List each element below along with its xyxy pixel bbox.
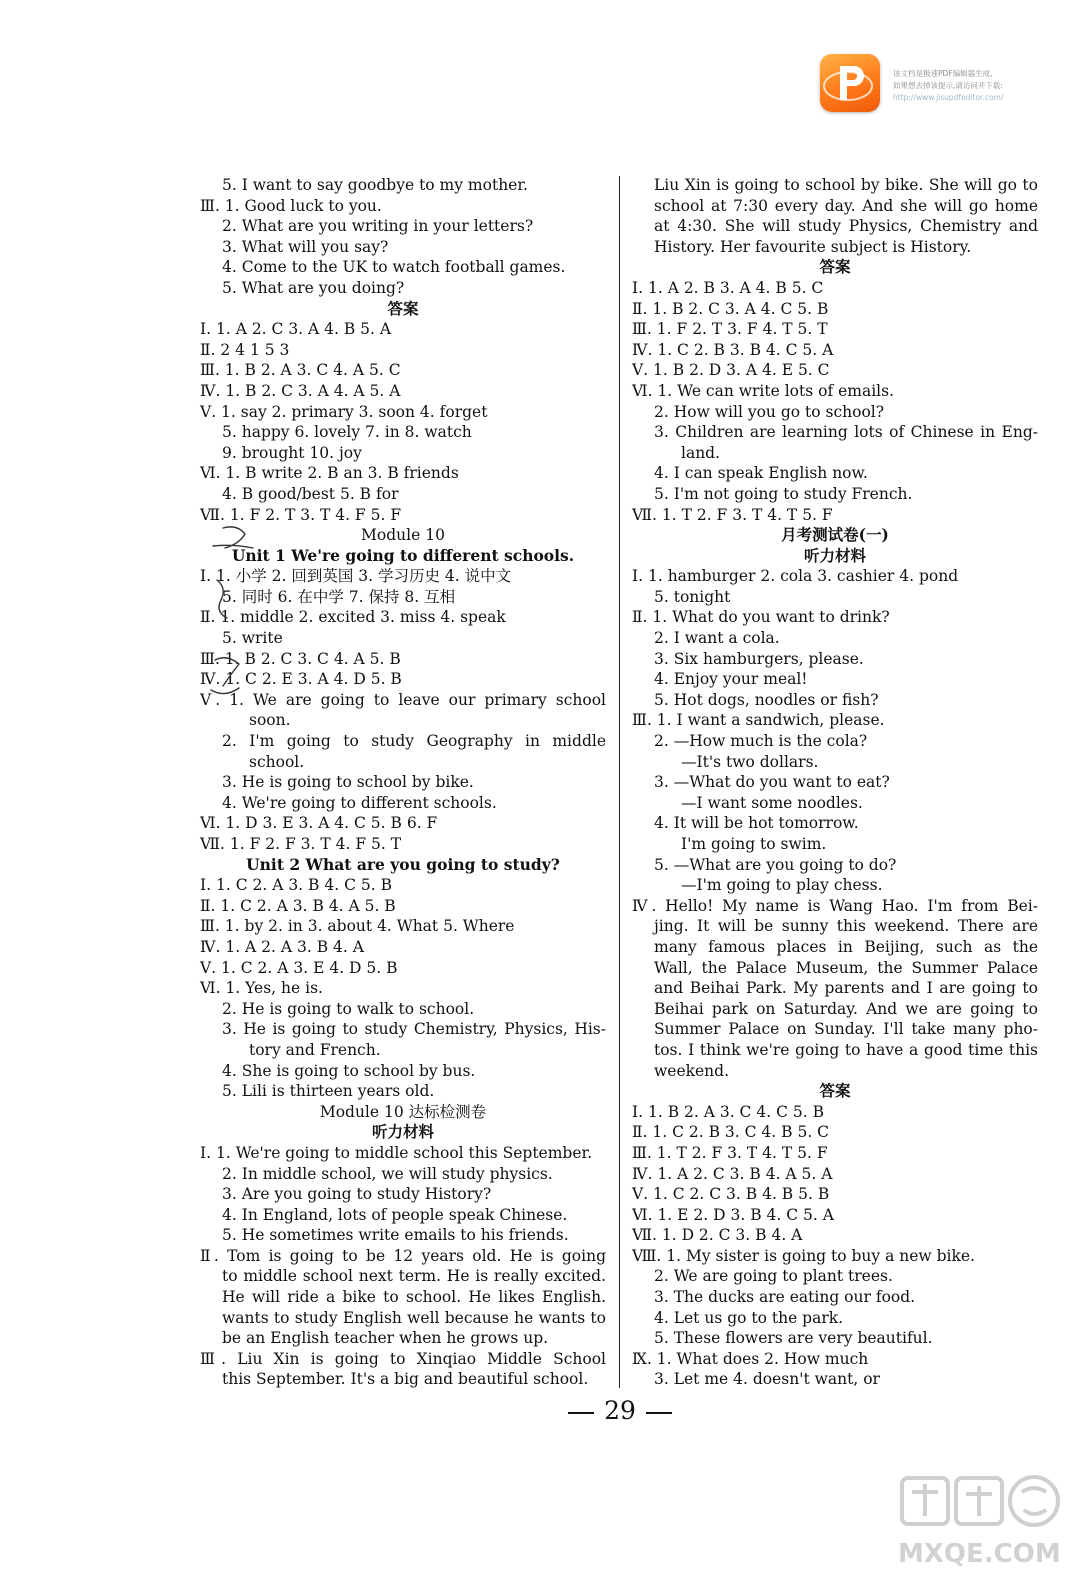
left-column-line: 5. happy 6. lovely 7. in 8. watch	[222, 423, 472, 442]
right-column-line: 月考测试卷(一)	[781, 525, 889, 545]
left-column-line: 5. I want to say goodbye to my mother.	[222, 176, 528, 194]
right-column-line: 5. I'm not going to study French.	[654, 484, 913, 503]
right-column	[632, 175, 1038, 1390]
right-column-line: Ⅶ. 1. D 2. C 3. B 4. A	[632, 1226, 803, 1245]
left-column-line: Ⅶ. 1. F 2. F 3. T 4. F 5. T	[200, 835, 402, 853]
right-column-line: 答案	[819, 257, 851, 277]
right-column-line: Ⅵ. 1. We can write lots of emails.	[632, 381, 895, 400]
right-column-line: weekend.	[654, 1061, 730, 1080]
left-column-line: Ⅲ. 1. Good luck to you.	[200, 196, 382, 215]
right-column-line: Ⅰ. 1. hamburger 2. cola 3. cashier 4. pond	[632, 567, 959, 586]
right-column-line: 2. I want a cola.	[654, 629, 780, 648]
left-column-line: Ⅴ. 1. say 2. primary 3. soon 4. forget	[200, 402, 488, 421]
left-column-line: 3. He is going to study Chemistry, Physics, His-	[222, 1020, 606, 1039]
right-column-line: —It's two dollars.	[681, 752, 819, 771]
right-column-line: many famous places in Beijing, such as the	[654, 937, 1038, 956]
right-column-line: land.	[681, 443, 721, 462]
right-column-line: I'm going to swim.	[681, 835, 827, 853]
left-column-line: 5. He sometimes write emails to his friends.	[222, 1226, 569, 1245]
right-column-line: Ⅷ. 1. My sister is going to buy a new bike.	[632, 1246, 975, 1265]
right-column-line: 3. The ducks are eating our food.	[654, 1288, 916, 1307]
left-column-line: Ⅱ. Tom is going to be 12 years old. He is going	[200, 1246, 606, 1265]
right-column-line: tos. I think we're going to have a good time this	[654, 1040, 1038, 1059]
left-column-line: 2. What are you writing in your letters?	[222, 217, 534, 236]
left-column-line: 3. He is going to school by bike.	[222, 773, 474, 792]
left-column-line: Ⅲ. 1. B 2. C 3. C 4. A 5. B	[200, 649, 401, 668]
left-column-line: Ⅰ. 1. We're going to middle school this September.	[200, 1143, 593, 1162]
right-column-line: 5. —What are you going to do?	[654, 855, 897, 874]
left-column-line: Ⅰ. 1. C 2. A 3. B 4. C 5. B	[200, 876, 392, 895]
right-column-line: Ⅴ. 1. B 2. D 3. A 4. E 5. C	[632, 361, 830, 380]
left-column-line: this September. It's a big and beautiful school.	[222, 1370, 589, 1389]
left-column-line: Ⅳ. 1. C 2. E 3. A 4. D 5. B	[200, 670, 402, 689]
right-column-line: 3. Six hamburgers, please.	[654, 649, 864, 668]
left-column-line: Ⅲ. Liu Xin is going to Xinqiao Middle School	[200, 1349, 606, 1368]
right-column-line: Ⅱ. 1. What do you want to drink?	[632, 608, 890, 627]
left-column-line: 5. What are you doing?	[222, 278, 405, 297]
left-column-line: Ⅳ. 1. A 2. A 3. B 4. A	[200, 937, 364, 956]
right-column-line: 4. It will be hot tomorrow.	[654, 814, 859, 833]
right-column-line: Liu Xin is going to school by bike. She will go to	[654, 176, 1038, 194]
right-column-line: —I want some noodles.	[681, 793, 863, 812]
right-column-line: Ⅴ. 1. C 2. C 3. B 4. B 5. B	[632, 1185, 830, 1204]
left-column-line: Ⅶ. 1. F 2. T 3. T 4. F 5. F	[200, 505, 402, 524]
right-column-line: 3. Children are learning lots of Chinese in Eng-	[654, 423, 1038, 442]
right-column-line: 5. Hot dogs, noodles or fish?	[654, 690, 879, 709]
left-column-line: Ⅲ. 1. B 2. A 3. C 4. A 5. C	[200, 361, 401, 380]
left-column-line: 2. I'm going to study Geography in middle	[222, 732, 606, 751]
watermark-line: 如果想去掉该提示,请访问并下载:	[893, 81, 1003, 90]
left-column-line: 4. B good/best 5. B for	[222, 484, 399, 503]
right-column-line: Ⅱ. 1. B 2. C 3. A 4. C 5. B	[632, 299, 829, 318]
right-column-line: Summer Palace on Sunday. I'll take many pho-	[654, 1020, 1038, 1039]
pdf-watermark-note	[893, 68, 1063, 104]
watermark-link[interactable]: http://www.jisupdfeditor.com/	[893, 93, 1004, 102]
left-column-line: 4. We're going to different schools.	[222, 793, 497, 812]
left-column	[200, 175, 606, 1390]
left-column-line: Module 10	[361, 526, 445, 545]
left-column-line: wants to study English well because he wants to	[222, 1308, 606, 1327]
right-column-line: 4. Let us go to the park.	[654, 1308, 844, 1327]
left-column-line: Ⅰ. 1. 小学 2. 回到英国 3. 学习历史 4. 说中文	[200, 567, 512, 586]
site-watermark-logo	[892, 1470, 1072, 1570]
left-column-line: to middle school next term. He is really excited.	[222, 1267, 606, 1286]
left-column-line: school.	[249, 752, 305, 771]
right-column-line: 3. —What do you want to eat?	[654, 773, 890, 792]
right-column-line: school at 7:30 every day. And she will go home	[654, 196, 1038, 215]
right-column-line: Ⅳ. Hello! My name is Wang Hao. I'm from Bei-	[632, 896, 1038, 915]
right-column-line: Ⅵ. 1. E 2. D 3. B 4. C 5. A	[632, 1205, 834, 1224]
left-column-line: Ⅳ. 1. B 2. C 3. A 4. A 5. A	[200, 381, 401, 400]
left-column-line: Module 10 达标检测卷	[319, 1102, 487, 1121]
right-column-line: Ⅲ. 1. I want a sandwich, please.	[632, 711, 885, 730]
right-column-line: 4. Enjoy your meal!	[654, 670, 808, 689]
left-column-line: Ⅴ. 1. C 2. A 3. E 4. D 5. B	[200, 958, 398, 977]
left-column-line: 2. In middle school, we will study physics.	[222, 1164, 553, 1183]
left-column-line: Ⅵ. 1. Yes, he is.	[200, 979, 323, 998]
left-column-line: 3. Are you going to study History?	[222, 1185, 492, 1204]
left-column-line: Ⅱ. 2 4 1 5 3	[200, 340, 290, 359]
right-column-line: 答案	[819, 1081, 851, 1101]
left-column-line: Ⅵ. 1. D 3. E 3. A 4. C 5. B 6. F	[200, 814, 438, 833]
watermark-line: 该文档是极速PDF编辑器生成,	[893, 69, 993, 78]
right-column-line: 5. These flowers are very beautiful.	[654, 1329, 933, 1348]
svg-text:MXQE.COM: MXQE.COM	[898, 1539, 1061, 1569]
left-column-line: Unit 2 What are you going to study?	[246, 854, 560, 874]
left-column-line: be an English teacher when he grows up.	[222, 1329, 549, 1348]
left-column-line: 5. Lili is thirteen years old.	[222, 1082, 435, 1101]
left-column-line: 2. He is going to walk to school.	[222, 999, 475, 1018]
right-column-line: 听力材料	[803, 545, 866, 565]
left-column-line: 4. In England, lots of people speak Chinese.	[222, 1205, 568, 1224]
left-column-line: soon.	[249, 711, 291, 730]
right-column-line: Ⅰ. 1. A 2. B 3. A 4. B 5. C	[632, 278, 824, 297]
right-column-line: jing. It will be sunny this weekend. There are	[654, 917, 1038, 936]
right-column-line: Ⅶ. 1. T 2. F 3. T 4. T 5. F	[632, 505, 833, 524]
right-column-line: 4. I can speak English now.	[654, 464, 868, 483]
right-column-line: Ⅲ. 1. F 2. T 3. F 4. T 5. T	[632, 320, 828, 339]
right-column-line: Wall, the Palace Museum, the Summer Palace	[654, 958, 1038, 977]
left-column-line: 4. Come to the UK to watch football games.	[222, 258, 566, 277]
right-column-line: Ⅸ. 1. What does 2. How much	[632, 1349, 869, 1368]
left-column-line: Ⅱ. 1. middle 2. excited 3. miss 4. speak	[200, 608, 506, 627]
left-column-line: 5. write	[222, 629, 283, 648]
right-column-line: and Beihai Park. My parents and I are going to	[654, 979, 1038, 998]
right-column-line: Ⅱ. 1. C 2. B 3. C 4. B 5. C	[632, 1123, 830, 1142]
left-column-line: Ⅰ. 1. A 2. C 3. A 4. B 5. A	[200, 320, 392, 339]
right-column-line: Ⅰ. 1. B 2. A 3. C 4. C 5. B	[632, 1102, 824, 1121]
page-number: 29	[540, 1395, 700, 1427]
right-column-line: at 4:30. She will study Physics, Chemistry and	[654, 217, 1038, 236]
right-column-line: 5. tonight	[654, 587, 731, 606]
right-column-line: History. Her favourite subject is History.	[654, 237, 972, 256]
right-column-line: Ⅳ. 1. A 2. C 3. B 4. A 5. A	[632, 1164, 833, 1183]
left-column-line: 答案	[387, 298, 419, 318]
left-column-line: tory and French.	[249, 1040, 381, 1059]
left-column-line: 听力材料	[371, 1122, 434, 1142]
left-column-line: Ⅱ. 1. C 2. A 3. B 4. A 5. B	[200, 896, 396, 915]
right-column-line: 2. How will you go to school?	[654, 402, 885, 421]
pdf-editor-logo	[820, 54, 880, 112]
left-column-line: 9. brought 10. joy	[222, 443, 362, 462]
right-column-line: 2. We are going to plant trees.	[654, 1267, 893, 1286]
left-column-line: Ⅲ. 1. by 2. in 3. about 4. What 5. Where	[200, 917, 515, 936]
left-column-line: Unit 1 We're going to different schools.	[231, 545, 575, 565]
right-column-line: Beihai park on Saturday. And we are going to	[654, 999, 1038, 1018]
right-column-line: 3. Let me 4. doesn't want, or	[654, 1370, 880, 1389]
right-column-line: Ⅳ. 1. C 2. B 3. B 4. C 5. A	[632, 340, 834, 359]
left-column-line: 5. 同时 6. 在中学 7. 保持 8. 互相	[222, 587, 456, 606]
left-column-line: 3. What will you say?	[222, 237, 389, 256]
left-column-line: He will ride a bike to school. He likes English.	[222, 1288, 606, 1307]
left-column-line: Ⅵ. 1. B write 2. B an 3. B friends	[200, 464, 459, 483]
left-column-line: 4. She is going to school by bus.	[222, 1061, 476, 1080]
right-column-line: —I'm going to play chess.	[681, 876, 883, 895]
column-divider	[619, 176, 620, 1388]
right-column-line: 2. —How much is the cola?	[654, 732, 868, 751]
left-column-line: Ⅴ. 1. We are going to leave our primary school	[200, 690, 606, 709]
right-column-line: Ⅲ. 1. T 2. F 3. T 4. T 5. F	[632, 1143, 828, 1162]
p-letter-icon	[820, 54, 880, 112]
